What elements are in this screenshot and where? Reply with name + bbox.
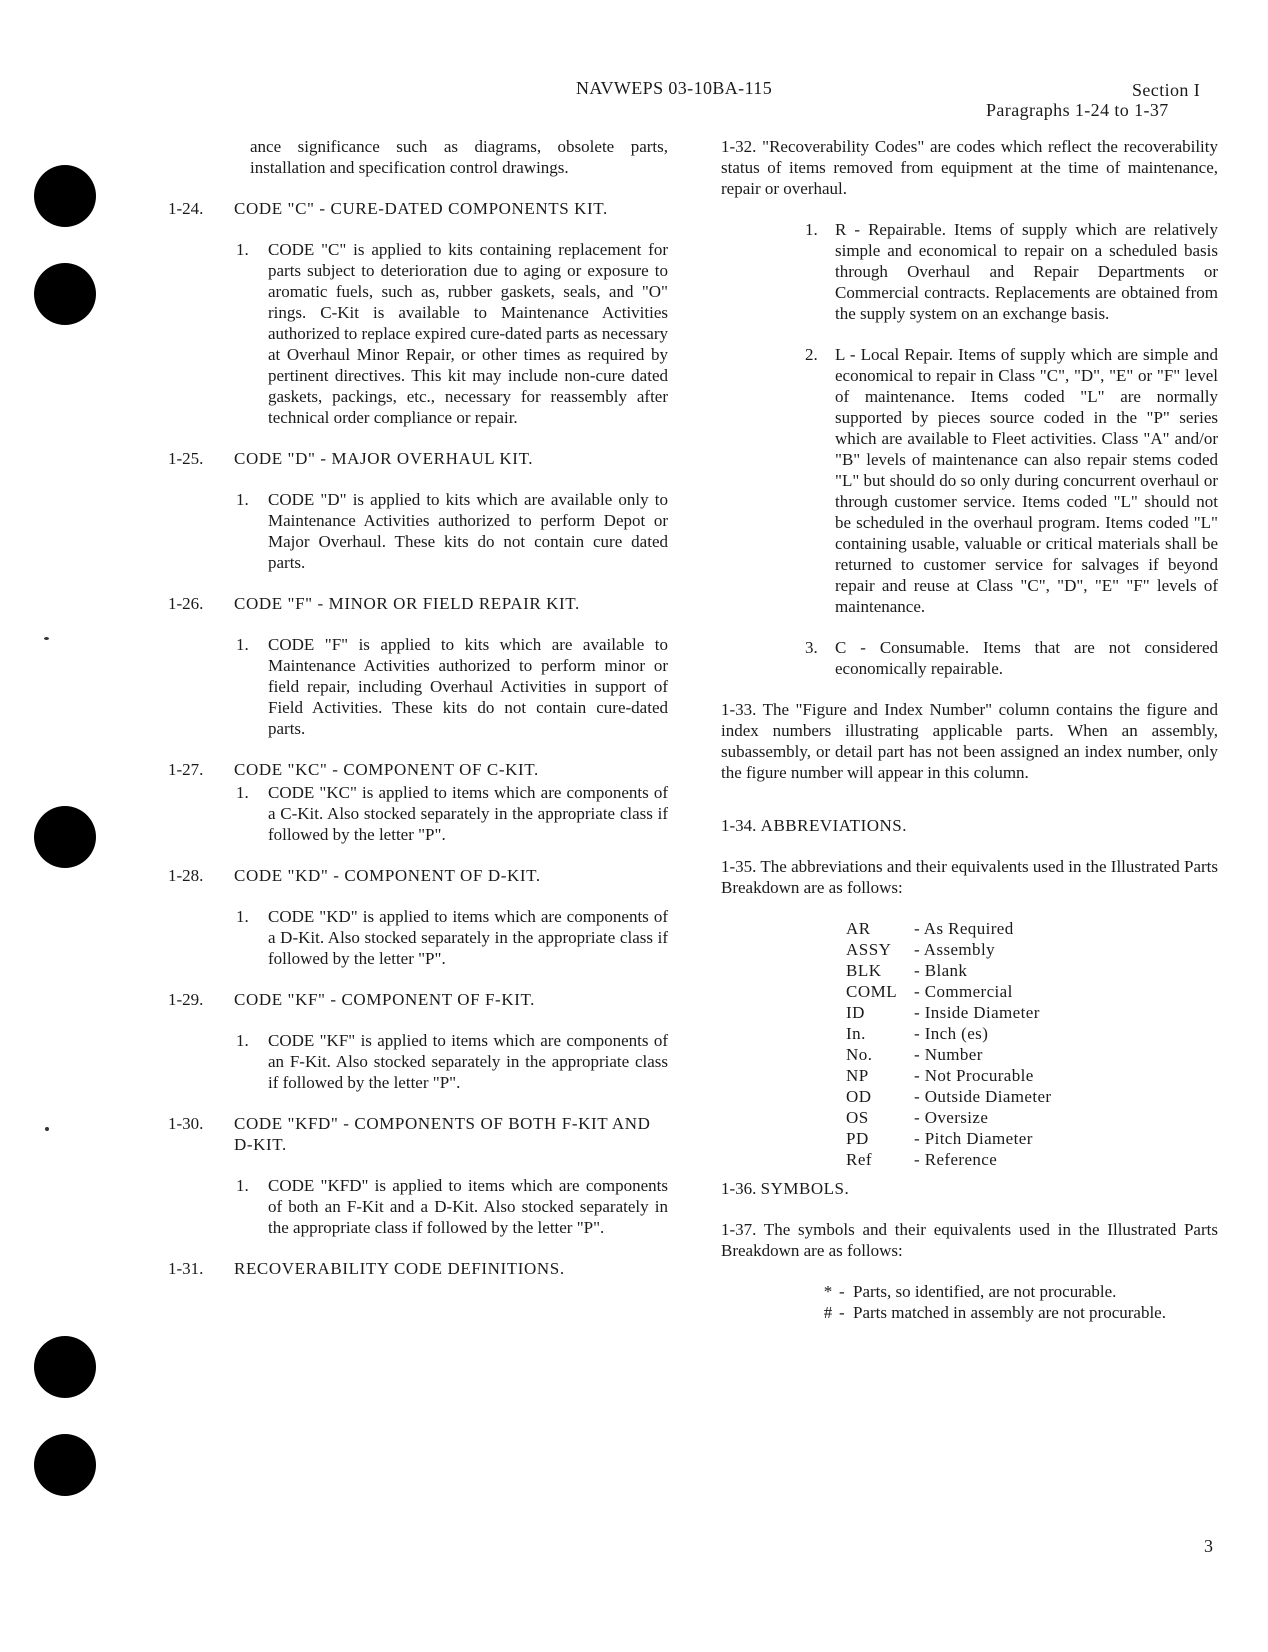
list-item — [846, 1107, 1218, 1128]
list-item — [846, 939, 1218, 960]
list-item — [846, 1086, 1218, 1107]
symbol-definition: Parts, so identified, are not procurable. — [853, 1282, 1117, 1301]
abbreviations-list — [846, 918, 1218, 1170]
right-column — [721, 136, 1218, 1323]
item-text: CODE "D" is applied to kits which are available only to Maintenance Activities authorized to perform Depot or Major Overhaul. These kits do not contain cure dated parts. — [268, 490, 668, 572]
punch-hole — [34, 806, 96, 868]
paragraph-text: The "Figure and Index Number" column contains the figure and index numbers illustrating applicable parts. When an assembly, subassembly, or detail part has not been assigned an index number, only the figure number will appear in this column. — [721, 700, 1218, 782]
paragraph-heading — [168, 759, 668, 780]
paragraph-number: 1-35. — [721, 857, 757, 876]
paragraph-number: 1-36. — [721, 1179, 757, 1198]
abbr-code: ID — [846, 1003, 865, 1022]
paragraph-number: 1-27. — [168, 760, 204, 779]
abbr-code: Ref — [846, 1150, 873, 1169]
abbr-code: OS — [846, 1108, 869, 1127]
list-item — [236, 634, 668, 739]
punch-hole — [34, 1336, 96, 1398]
list-item — [236, 1030, 668, 1093]
abbr-code: In. — [846, 1024, 866, 1043]
abbr-definition: - Assembly — [914, 940, 995, 959]
symbol-dash: - — [839, 1282, 845, 1301]
abbr-definition: - Reference — [914, 1150, 998, 1169]
list-item — [817, 1281, 1218, 1302]
paragraph-1-36 — [721, 1178, 1218, 1199]
abbr-code: NP — [846, 1066, 869, 1085]
list-item — [846, 1023, 1218, 1044]
list-item — [236, 489, 668, 573]
punch-hole — [34, 165, 96, 227]
paragraph-heading — [168, 198, 668, 219]
list-item — [236, 782, 668, 845]
paragraph-number: 1-29. — [168, 990, 204, 1009]
paragraph-text: The symbols and their equivalents used in the Illustrated Parts Breakdown are as follows: — [721, 1220, 1218, 1260]
paragraph-number: 1-37. — [721, 1220, 757, 1239]
paragraph-text: "Recoverability Codes" are codes which reflect the recoverability status of items removed from equipment at the time of maintenance, repair or overhaul. — [721, 137, 1219, 198]
list-item — [236, 906, 668, 969]
abbr-definition: - Outside Diameter — [914, 1087, 1052, 1106]
paragraph-number: 1-30. — [168, 1114, 204, 1133]
item-text: C - Consumable. Items that are not considered economically repairable. — [835, 638, 1218, 678]
list-item — [846, 1002, 1218, 1023]
abbr-definition: - Not Procurable — [914, 1066, 1034, 1085]
abbr-definition: - Commercial — [914, 982, 1013, 1001]
abbr-definition: - Inside Diameter — [914, 1003, 1040, 1022]
scan-speck — [44, 637, 49, 640]
abbr-code: OD — [846, 1087, 872, 1106]
item-text: CODE "KD" is applied to items which are components of a D-Kit. Also stocked separately in the appropriate class if followed by the letter "P". — [268, 907, 668, 968]
punch-hole — [34, 263, 96, 325]
left-column — [168, 136, 668, 1299]
paragraph-heading — [168, 1113, 668, 1155]
abbr-definition: - Number — [914, 1045, 983, 1064]
paragraph-heading — [168, 865, 668, 886]
abbr-code: BLK — [846, 961, 882, 980]
item-text: R - Repairable. Items of supply which are relatively simple and economical to repair on a scheduled basis through Overhaul and Repair Departments or Commercial contracts. Replacements are obtained from the supply system on an exchange basis. — [835, 220, 1218, 323]
symbol-definition: Parts matched in assembly are not procurable. — [853, 1303, 1166, 1322]
symbol-dash: - — [839, 1303, 845, 1322]
item-number: 1. — [236, 240, 249, 259]
paragraph-heading — [168, 1258, 668, 1279]
list-item — [846, 1065, 1218, 1086]
item-number: 1. — [236, 1031, 249, 1050]
paragraph-title: CODE "F" - MINOR OR FIELD REPAIR KIT. — [234, 594, 580, 613]
abbr-definition: - Blank — [914, 961, 968, 980]
paragraph-title: RECOVERABILITY CODE DEFINITIONS. — [234, 1259, 565, 1278]
page-number: 3 — [1204, 1536, 1213, 1556]
paragraph-number: 1-26. — [168, 594, 204, 613]
paragraph-title: CODE "D" - MAJOR OVERHAUL KIT. — [234, 449, 534, 468]
item-text: CODE "KF" is applied to items which are components of an F-Kit. Also stocked separately in the appropriate class if followed by the letter "P". — [268, 1031, 668, 1092]
list-item — [846, 1149, 1218, 1170]
item-number: 1. — [236, 783, 249, 802]
item-number: 3. — [805, 638, 818, 657]
symbol-glyph: * — [823, 1282, 833, 1301]
paragraph-range: Paragraphs 1-24 to 1-37 — [986, 100, 1169, 120]
paragraph-number: 1-31. — [168, 1259, 204, 1278]
item-number: 1. — [805, 220, 818, 239]
paragraph-number: 1-34. — [721, 816, 757, 835]
item-text: CODE "KC" is applied to items which are components of a C-Kit. Also stocked separately in the appropriate class if followed by the letter "P". — [268, 783, 668, 844]
list-item — [805, 344, 1218, 617]
paragraph-1-33 — [721, 699, 1218, 783]
item-number: 1. — [236, 490, 249, 509]
list-item — [236, 1175, 668, 1238]
list-item — [846, 981, 1218, 1002]
paragraph-number: 1-24. — [168, 199, 204, 218]
paragraph-1-35 — [721, 856, 1218, 898]
item-number: 1. — [236, 1176, 249, 1195]
abbr-definition: - Pitch Diameter — [914, 1129, 1033, 1148]
abbr-code: COML — [846, 982, 898, 1001]
paragraph-heading — [168, 448, 668, 469]
paragraph-heading — [168, 989, 668, 1010]
symbols-list — [817, 1281, 1218, 1323]
list-item — [846, 918, 1218, 939]
section-label: Section I — [1132, 80, 1201, 100]
list-item — [846, 1044, 1218, 1065]
intro-continuation: ance significance such as diagrams, obsolete parts, installation and specification control drawings. — [250, 137, 668, 177]
list-item — [846, 960, 1218, 981]
item-number: 1. — [236, 635, 249, 654]
paragraph-heading — [168, 593, 668, 614]
list-item — [817, 1302, 1218, 1323]
abbr-definition: - Inch (es) — [914, 1024, 989, 1043]
paragraph-title: SYMBOLS. — [760, 1179, 850, 1198]
list-item — [236, 239, 668, 428]
symbol-glyph: # — [823, 1303, 833, 1322]
paragraph-title: CODE "C" - CURE-DATED COMPONENTS KIT. — [234, 199, 608, 218]
paragraph-number: 1-25. — [168, 449, 204, 468]
item-number: 1. — [236, 907, 249, 926]
list-item — [805, 219, 1218, 324]
paragraph-number: 1-28. — [168, 866, 204, 885]
paragraph-number: 1-33. — [721, 700, 757, 719]
paragraph-title: CODE "KF" - COMPONENT OF F-KIT. — [234, 990, 536, 1009]
paragraph-title: CODE "KC" - COMPONENT OF C-KIT. — [234, 760, 539, 779]
list-item — [805, 637, 1218, 679]
abbr-code: AR — [846, 919, 871, 938]
document-number: NAVWEPS 03-10BA-115 — [576, 78, 773, 98]
abbr-code: No. — [846, 1045, 873, 1064]
abbr-code: ASSY — [846, 940, 892, 959]
item-text: CODE "C" is applied to kits containing replacement for parts subject to deterioration due to aging or exposure to aromatic fuels, such as, rubber gaskets, seals, and "O" rings. C-Kit is available to Maintenance Activities authorized to replace expired cure-dated parts as necessary at Overhaul Minor Repair, or other times as required by pertinent directives. This kit may include non-cure dated gaskets, packings, etc., necessary for reassembly after technical order compliance or repair. — [268, 240, 668, 427]
paragraph-1-34 — [721, 815, 1218, 836]
paragraph-title: CODE "KFD" - COMPONENTS OF BOTH F-KIT AND D-KIT. — [234, 1114, 651, 1154]
abbr-definition: - Oversize — [914, 1108, 989, 1127]
item-text: CODE "F" is applied to kits which are available to Maintenance Activities authorized to perform minor or field repair, including Overhaul Activities in support of Field Activities. These kits do not contain cure-dated parts. — [268, 635, 668, 738]
item-text: L - Local Repair. Items of supply which are simple and economical to repair in Class "C", "D", "E" or "F" level of maintenance. Items coded "L" are normally supported by pieces source coded in the "P" series which are available to Fleet activities. Class "A" and/or "B" levels of maintenance can also repair stems coded "L" but should do so only during concurrent overhaul or through customer service. Items coded "L" should not be scheduled in the overhaul program. Items coded "L" containing usable, valuable or critical materials shall be returned to customer service for salvages if beyond repair and reuse at Class "C", "D", "E" "F" levels of maintenance. — [835, 345, 1218, 616]
paragraph-title: ABBREVIATIONS. — [760, 816, 907, 835]
item-text: CODE "KFD" is applied to items which are components of both an F-Kit and a D-Kit. Also stocked separately in the appropriate class if followed by the letter "P". — [268, 1176, 668, 1237]
list-item — [846, 1128, 1218, 1149]
paragraph-title: CODE "KD" - COMPONENT OF D-KIT. — [234, 866, 541, 885]
abbr-definition: - As Required — [914, 919, 1014, 938]
scan-speck — [45, 1127, 49, 1131]
item-number: 2. — [805, 345, 818, 364]
punch-hole — [34, 1434, 96, 1496]
paragraph-1-37 — [721, 1219, 1218, 1261]
paragraph-number: 1-32. — [721, 137, 757, 156]
abbr-code: PD — [846, 1129, 869, 1148]
paragraph-1-32 — [721, 136, 1218, 199]
paragraph-text: The abbreviations and their equivalents used in the Illustrated Parts Breakdown are as follows: — [721, 857, 1218, 897]
